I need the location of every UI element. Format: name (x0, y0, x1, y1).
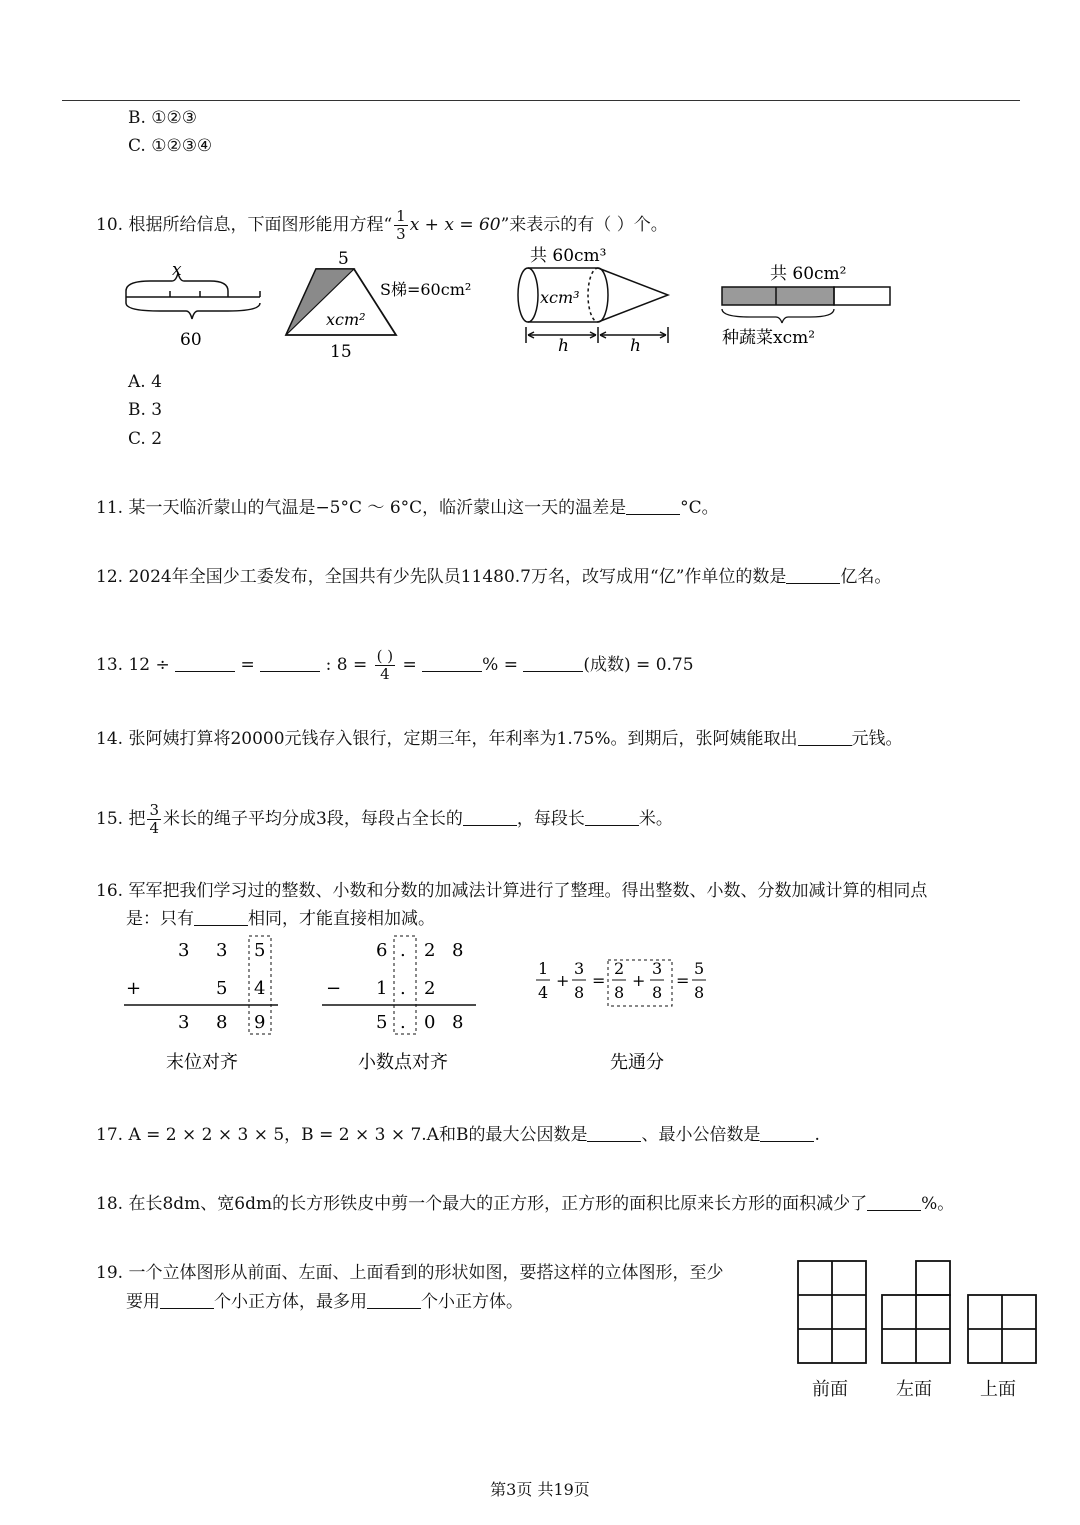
q10-fig2-inner: xcm² (326, 310, 366, 329)
q10-figures (110, 245, 910, 365)
q16-frac-caption: 先通分 (610, 1052, 664, 1073)
svg-text:3: 3 (178, 940, 190, 961)
svg-text:2: 2 (614, 959, 625, 978)
q10-fig1-bottom: 60 (180, 330, 202, 350)
q19-line2: 要用 个小正方体，最多用 个小正方体。 (126, 1292, 523, 1312)
svg-text:+: + (126, 978, 142, 999)
q12-blank[interactable] (786, 565, 840, 584)
q19-views (790, 1255, 1050, 1405)
q10-fig2-bottom: 15 (330, 342, 352, 362)
svg-text:8: 8 (452, 1012, 464, 1033)
svg-text:4: 4 (538, 983, 549, 1002)
q16-fraction-sum (536, 959, 706, 1073)
q10-fig1-segment (126, 273, 260, 319)
q19-caption-left: 左面 (896, 1379, 932, 1400)
svg-text:.: . (400, 978, 406, 999)
q16-blank[interactable] (194, 907, 248, 926)
q14-blank[interactable] (798, 727, 852, 746)
header-rule (62, 100, 1020, 101)
q17: 17. A = 2 × 2 × 3 × 5，B = 2 × 3 × 7.A和B的最大公因数是 、最小公倍数是 . (96, 1125, 820, 1145)
q10-option-a: A. 4 (128, 372, 162, 392)
q19-top-view (968, 1295, 1036, 1363)
q11-blank[interactable] (626, 496, 680, 515)
q13-blank-2[interactable] (260, 653, 320, 672)
q13: 13. 12 ÷ = : 8 = $\frac{( )}{4}$ = % = (成数) = 0.75 (96, 647, 694, 683)
q10-option-b: B. 3 (128, 400, 163, 420)
q19-left-view (882, 1261, 950, 1363)
prev-option-c: C. ①②③④ (128, 136, 213, 156)
svg-text:.: . (400, 1012, 406, 1033)
svg-text:5: 5 (216, 978, 228, 999)
svg-text:8: 8 (574, 983, 585, 1002)
svg-text:1: 1 (538, 959, 549, 978)
svg-text:5: 5 (376, 1012, 388, 1033)
svg-text:3: 3 (574, 959, 585, 978)
svg-text:4: 4 (254, 978, 266, 999)
q15-blank-2[interactable] (585, 807, 639, 826)
q10-fig4-top: 共 60cm² (770, 264, 847, 284)
svg-text:3: 3 (652, 959, 663, 978)
q15: 15. 把 $\frac{3}{4}$ 米长的绳子平均分成3段，每段占全长的 ，每段长 米。 (96, 801, 673, 837)
svg-text:6: 6 (376, 940, 388, 961)
q19-front-view (798, 1261, 866, 1363)
svg-text:+: + (556, 971, 570, 990)
q10-fig3-h2: h (630, 336, 641, 356)
q13-fraction: $\frac{( )}{4}$ (376, 647, 394, 683)
q10-bar-shaded (722, 287, 834, 305)
q19-line1: 19. 一个立体图形从前面、左面、上面看到的形状如图，要搭这样的立体图形，至少 (96, 1263, 724, 1283)
svg-text:2: 2 (424, 940, 436, 961)
q10-fig3-inner: xcm³ (540, 288, 580, 307)
q14: 14. 张阿姨打算将20000元钱存入银行，定期三年，年利率为1.75%。到期后，张阿姨能取出 元钱。 (96, 729, 903, 749)
svg-text:8: 8 (614, 983, 625, 1002)
q16-sub-caption: 小数点对齐 (358, 1052, 448, 1073)
svg-text:8: 8 (694, 983, 705, 1002)
q17-blank-2[interactable] (760, 1123, 814, 1142)
q10-fig2-right: S梯=60cm² (380, 280, 472, 299)
q12: 12. 2024年全国少工委发布，全国共有少先队员11480.7万名，改写成用“亿”作单位的数是 亿名。 (96, 567, 892, 587)
svg-text:5: 5 (694, 959, 705, 978)
q10-option-c: C. 2 (128, 429, 163, 449)
q18-blank[interactable] (867, 1192, 921, 1211)
q17-blank-1[interactable] (587, 1123, 641, 1142)
q19-caption-top: 上面 (980, 1379, 1016, 1400)
q10-stem: 10. 根据所给信息，下面图形能用方程“ $\frac{1}{3}$ x + x = 60”来表示的有（ ）个。 (96, 207, 668, 243)
q16-figures (118, 930, 738, 1080)
svg-text:2: 2 (424, 978, 436, 999)
q13-blank-1[interactable] (175, 653, 235, 672)
q16-line1: 16. 军军把我们学习过的整数、小数和分数的加减法计算进行了整理。得出整数、小数、分数加减计算的相同点 (96, 881, 928, 901)
q19-blank-2[interactable] (367, 1290, 421, 1309)
q19-blank-1[interactable] (160, 1290, 214, 1309)
q10-fig4-bottom: 种蔬菜xcm² (722, 328, 816, 348)
q10-fraction: $\frac{1}{3}$ (396, 207, 406, 243)
svg-text:5: 5 (254, 940, 266, 961)
q19-caption-front: 前面 (812, 1379, 848, 1400)
svg-text:8: 8 (652, 983, 663, 1002)
svg-text:8: 8 (452, 940, 464, 961)
q16-subtraction (322, 936, 476, 1073)
q15-fraction: $\frac{3}{4}$ (149, 801, 159, 837)
svg-text:−: − (326, 978, 342, 999)
svg-text:3: 3 (178, 1012, 190, 1033)
q16-line2: 是：只有 相同，才能直接相加减。 (126, 909, 435, 929)
svg-text:=: = (676, 971, 690, 990)
svg-text:1: 1 (376, 978, 388, 999)
q10-fig2-top: 5 (338, 249, 349, 269)
svg-text:+: + (632, 971, 646, 990)
q10-fig3-h1: h (558, 336, 569, 356)
prev-option-b: B. ①②③ (128, 108, 198, 128)
q16-addition (124, 936, 278, 1073)
page-footer: 第3页 共19页 (490, 1480, 590, 1499)
svg-text:.: . (400, 940, 406, 961)
svg-text:=: = (592, 971, 606, 990)
svg-text:9: 9 (254, 1012, 266, 1033)
q11: 11. 某一天临沂蒙山的气温是−5°C ～ 6°C，临沂蒙山这一天的温差是 °C。 (96, 498, 719, 518)
q13-blank-4[interactable] (523, 653, 583, 672)
svg-text:3: 3 (216, 940, 228, 961)
q16-add-caption: 末位对齐 (166, 1052, 238, 1073)
q10-fig3-top: 共 60cm³ (530, 246, 607, 266)
q18: 18. 在长8dm、宽6dm的长方形铁皮中剪一个最大的正方形，正方形的面积比原来长方形的面积减少了 %。 (96, 1194, 955, 1214)
q13-blank-3[interactable] (422, 653, 482, 672)
q15-blank-1[interactable] (463, 807, 517, 826)
q10-bar-empty (834, 287, 890, 305)
svg-text:0: 0 (424, 1012, 436, 1033)
svg-text:8: 8 (216, 1012, 228, 1033)
q10-fig1-top: x (172, 260, 182, 280)
